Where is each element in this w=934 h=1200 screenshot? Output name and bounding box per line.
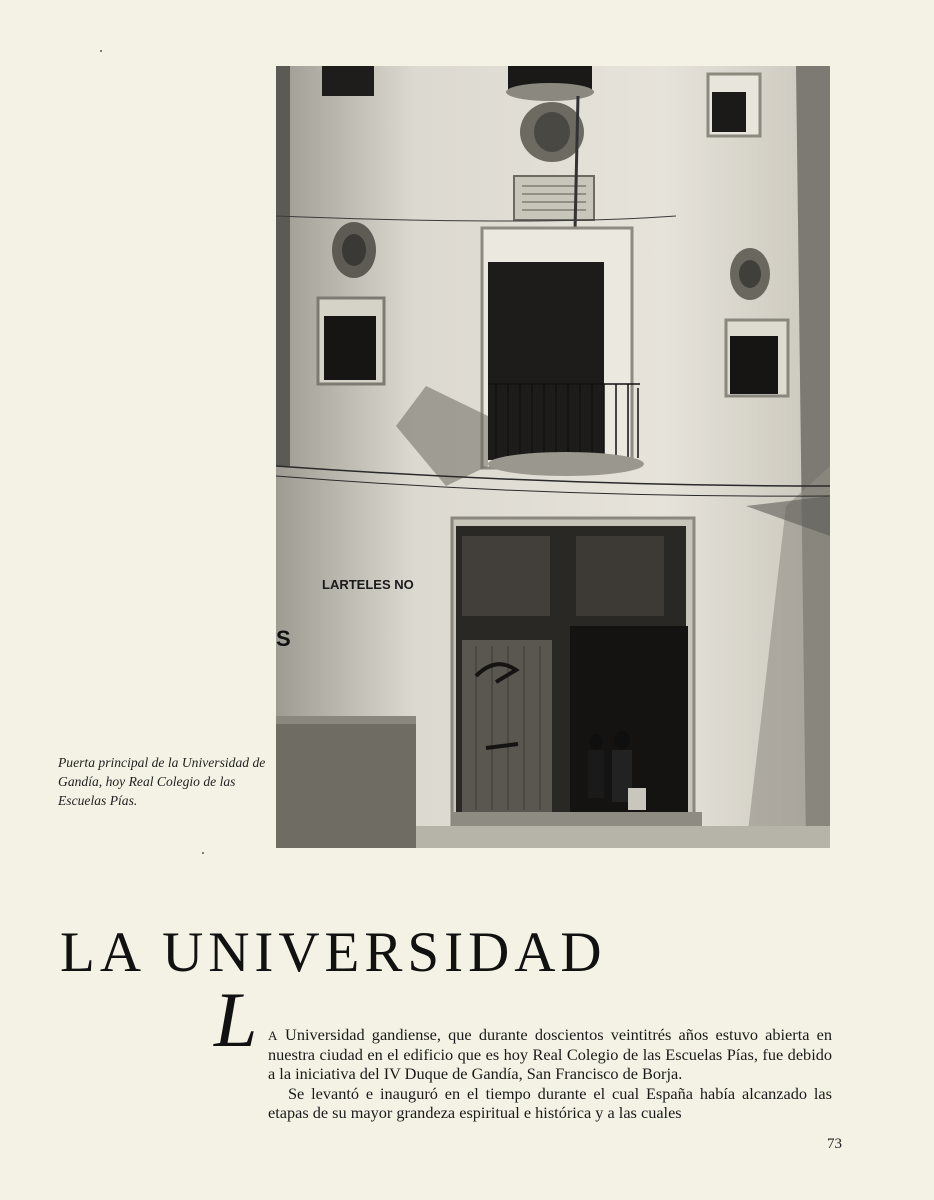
- photo-illustration: [276, 66, 830, 848]
- wall-sign-text: LARTELES NO: [322, 577, 414, 592]
- paragraph: Se levantó e inauguró en el tiempo durante el cual España había alcanzado las etapas de su mayor grandeza espiritual e histórica y a las cuales: [268, 1083, 832, 1122]
- university-doorway-photo: [276, 66, 830, 848]
- paragraph-text: Universidad gandiense, que durante doscientos veintitrés años estuvo abierta en nuestra ciudad en el edificio que es hoy Real Colegio de las Escuelas Pías, fue debido a la iniciativa del IV Duque de Gandía, San Francisco de Borja.: [268, 1025, 832, 1084]
- print-speck: [202, 852, 204, 854]
- photo-caption: Puerta principal de la Universidad de Gandía, hoy Real Colegio de las Escuelas Pías.: [58, 755, 266, 808]
- print-speck: [100, 50, 102, 52]
- drop-cap: L: [214, 976, 258, 1063]
- wall-letter-text: S: [276, 626, 291, 651]
- article-headline: LA UNIVERSIDAD: [60, 921, 607, 985]
- article-body: [268, 1025, 832, 1122]
- paragraph: [268, 1025, 832, 1084]
- lead-small-cap: A: [268, 1028, 278, 1043]
- page-number: 73: [827, 1136, 842, 1152]
